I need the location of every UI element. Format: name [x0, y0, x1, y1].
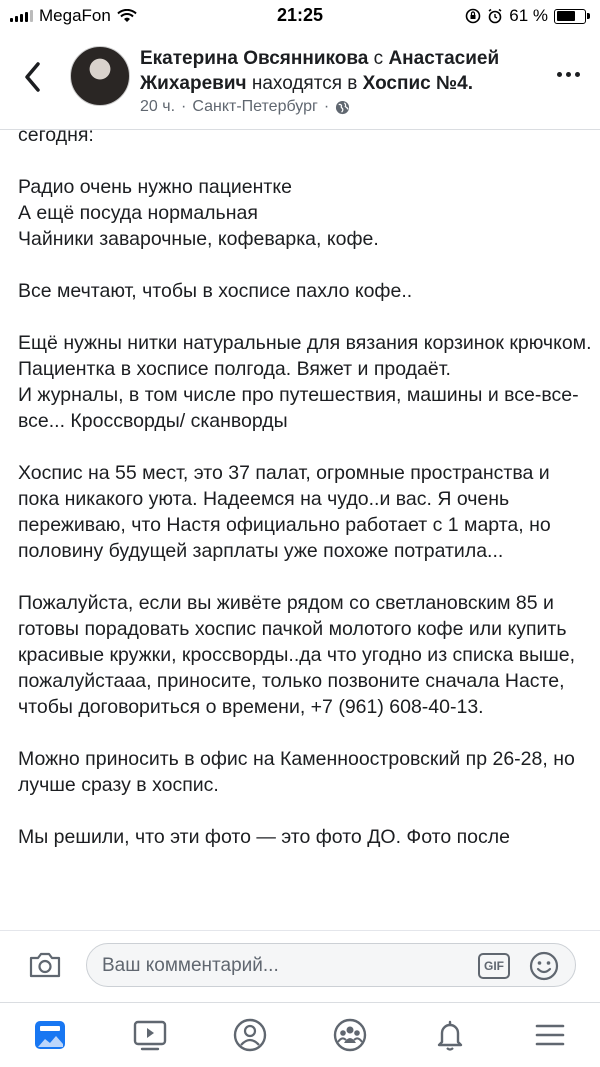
author-name[interactable]: Екатерина Овсянникова	[140, 48, 369, 69]
post-body	[0, 130, 600, 930]
comment-bar	[0, 930, 600, 1003]
post-header	[0, 32, 600, 130]
companion-name[interactable]: Анастасией Жихаревич	[140, 48, 500, 94]
post-paragraph: Мы решили, что эти фото — это фото ДО. Фото после	[18, 826, 510, 848]
post-time[interactable]: 20 ч.	[140, 98, 176, 115]
status-bar	[0, 0, 600, 32]
status-right	[465, 6, 586, 26]
battery-icon	[554, 9, 586, 24]
post-text	[18, 130, 593, 876]
camera-icon[interactable]	[28, 951, 62, 979]
post-city: Санкт-Петербург	[192, 98, 318, 115]
post-paragraph: Пожалуйста, если вы живёте рядом со светлановским 85 и готовы порадовать хоспис пачкой молотого кофе или купить красивые кружки, кроссворды..да что угодно из списка выше, пожалуйстааа, приносите, только позвоните сначала Насте, чтобы договориться о времени, +7 (961) 608-40-13.	[18, 592, 576, 718]
post-meta	[140, 98, 350, 116]
dot-icon	[557, 72, 562, 77]
news-feed-icon[interactable]	[32, 1017, 68, 1053]
avatar[interactable]	[70, 46, 130, 106]
carrier-name: MegaFon	[39, 6, 111, 25]
comment-placeholder: Ваш комментарий...	[102, 955, 279, 976]
back-button[interactable]	[20, 60, 46, 94]
post-paragraph: Все мечтают, чтобы в хосписе пахло кофе..	[18, 280, 413, 302]
gif-button[interactable]: GIF	[478, 953, 510, 979]
globe-icon	[335, 100, 350, 115]
meta-separator-2: ·	[323, 98, 330, 115]
post-paragraph: сегодня:	[18, 130, 94, 146]
dot-icon	[566, 72, 571, 77]
meta-separator: ·	[181, 98, 187, 115]
menu-icon[interactable]	[532, 1017, 568, 1053]
profile-icon[interactable]	[232, 1017, 268, 1053]
post-title	[140, 46, 540, 96]
with-word: с	[373, 48, 384, 69]
more-options-button[interactable]	[557, 72, 580, 77]
location-phrase: находятся в	[251, 73, 358, 94]
watch-icon[interactable]	[132, 1017, 168, 1053]
clock: 21:25	[276, 5, 324, 25]
post-paragraph: Радио очень нужно пациентке А ещё посуда нормальная Чайники заварочные, кофеварка, кофе.	[18, 176, 379, 250]
orientation-lock-icon	[465, 8, 481, 24]
groups-icon[interactable]	[332, 1017, 368, 1053]
place-name[interactable]: Хоспис №4.	[362, 73, 474, 94]
post-paragraph: Ещё нужны нитки натуральные для вязания корзинок крючком. Пациентка в хосписе полгода. Вяжет и продаёт. И журналы, в том числе про путешествия, машины и все-все-все... Кроссворды/ сканворды	[18, 332, 592, 432]
battery-percent: 61 %	[509, 6, 548, 25]
dot-icon	[575, 72, 580, 77]
post-paragraph: Можно приносить в офис на Каменноостровский пр 26-28, но лучше сразу в хоспис.	[18, 748, 575, 796]
notifications-icon[interactable]	[432, 1017, 468, 1053]
emoji-icon[interactable]	[528, 950, 560, 982]
alarm-icon	[487, 8, 503, 24]
post-paragraph: Хоспис на 55 мест, это 37 палат, огромные пространства и пока никакого уюта. Надеемся на чудо..и вас. Я очень переживаю, что Настя официально работает с 1 марта, но половину будущей зарплаты уже похоже потратила...	[18, 462, 551, 562]
tab-bar	[0, 1002, 600, 1067]
